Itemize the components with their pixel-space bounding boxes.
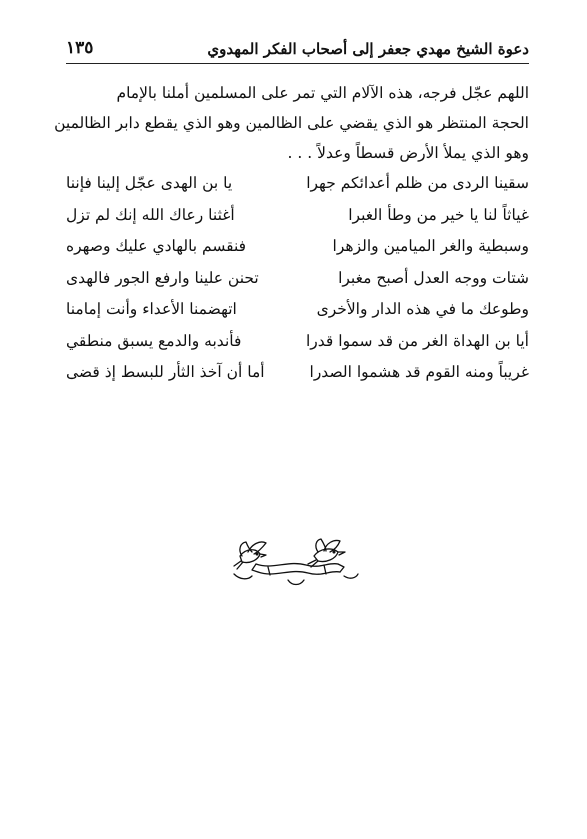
- verse-first-hemistich: سقينا الردى من ظلم أعدائكم جهرا: [306, 174, 529, 192]
- verse-first-hemistich: وسبطية والغر الميامين والزهرا: [332, 237, 529, 255]
- verse-first-hemistich: وطوعك ما في هذه الدار والأخرى: [316, 300, 529, 318]
- bird-banner-ornament-icon: [228, 534, 363, 594]
- poem-verse: [66, 294, 529, 326]
- verse-second-hemistich: فنقسم بالهادي عليك وصهره: [66, 237, 247, 255]
- page-number: ١٣٥: [66, 38, 94, 58]
- verse-second-hemistich: يا بن الهدى عجّل إلينا فإننا: [66, 174, 233, 192]
- prose-line: اللهم عجّل فرجه، هذه الآلام التي تمر على المسلمين أملنا بالإمام: [116, 84, 529, 102]
- poem-verse: [66, 200, 529, 232]
- verse-first-hemistich: غريباً ومنه القوم قد هشموا الصدرا: [309, 363, 529, 381]
- verse-second-hemistich: فأندبه والدمع يسبق منطقي: [66, 331, 242, 350]
- poem-verse: [66, 357, 529, 389]
- poem-verse: [66, 231, 529, 263]
- verse-second-hemistich: أما أن آخذ الثأر للبسط إذ قضى: [66, 363, 265, 381]
- prose-line: وهو الذي يملأ الأرض قسطاً وعدلاً . . .: [287, 144, 529, 162]
- poem-verse: [66, 326, 529, 358]
- verse-second-hemistich: تحنن علينا وارفع الجور فالهدى: [66, 268, 259, 287]
- prose-paragraph: [54, 78, 529, 168]
- verse-second-hemistich: أغثنا رعاك الله إنك لم تزل: [66, 205, 235, 224]
- verse-first-hemistich: غياثاً لنا يا خير من وطأ الغبرا: [348, 205, 529, 224]
- verse-second-hemistich: اتهضمنا الأعداء وأنت إمامنا: [66, 300, 237, 318]
- verse-first-hemistich: شتات ووجه العدل أصبح مغبرا: [338, 268, 529, 287]
- poem: [66, 168, 529, 389]
- page-header: [66, 38, 529, 64]
- prose-line: الحجة المنتظر هو الذي يقضي على الظالمين وهو الذي يقطع دابر الظالمين: [54, 114, 529, 132]
- running-title: دعوة الشيخ مهدي جعفر إلى أصحاب الفكر المهدوي: [207, 40, 529, 58]
- header-divider: [66, 63, 529, 64]
- verse-first-hemistich: أيا بن الهداة الغر من قد سموا قدرا: [306, 331, 529, 350]
- poem-verse: [66, 168, 529, 200]
- poem-verse: [66, 263, 529, 295]
